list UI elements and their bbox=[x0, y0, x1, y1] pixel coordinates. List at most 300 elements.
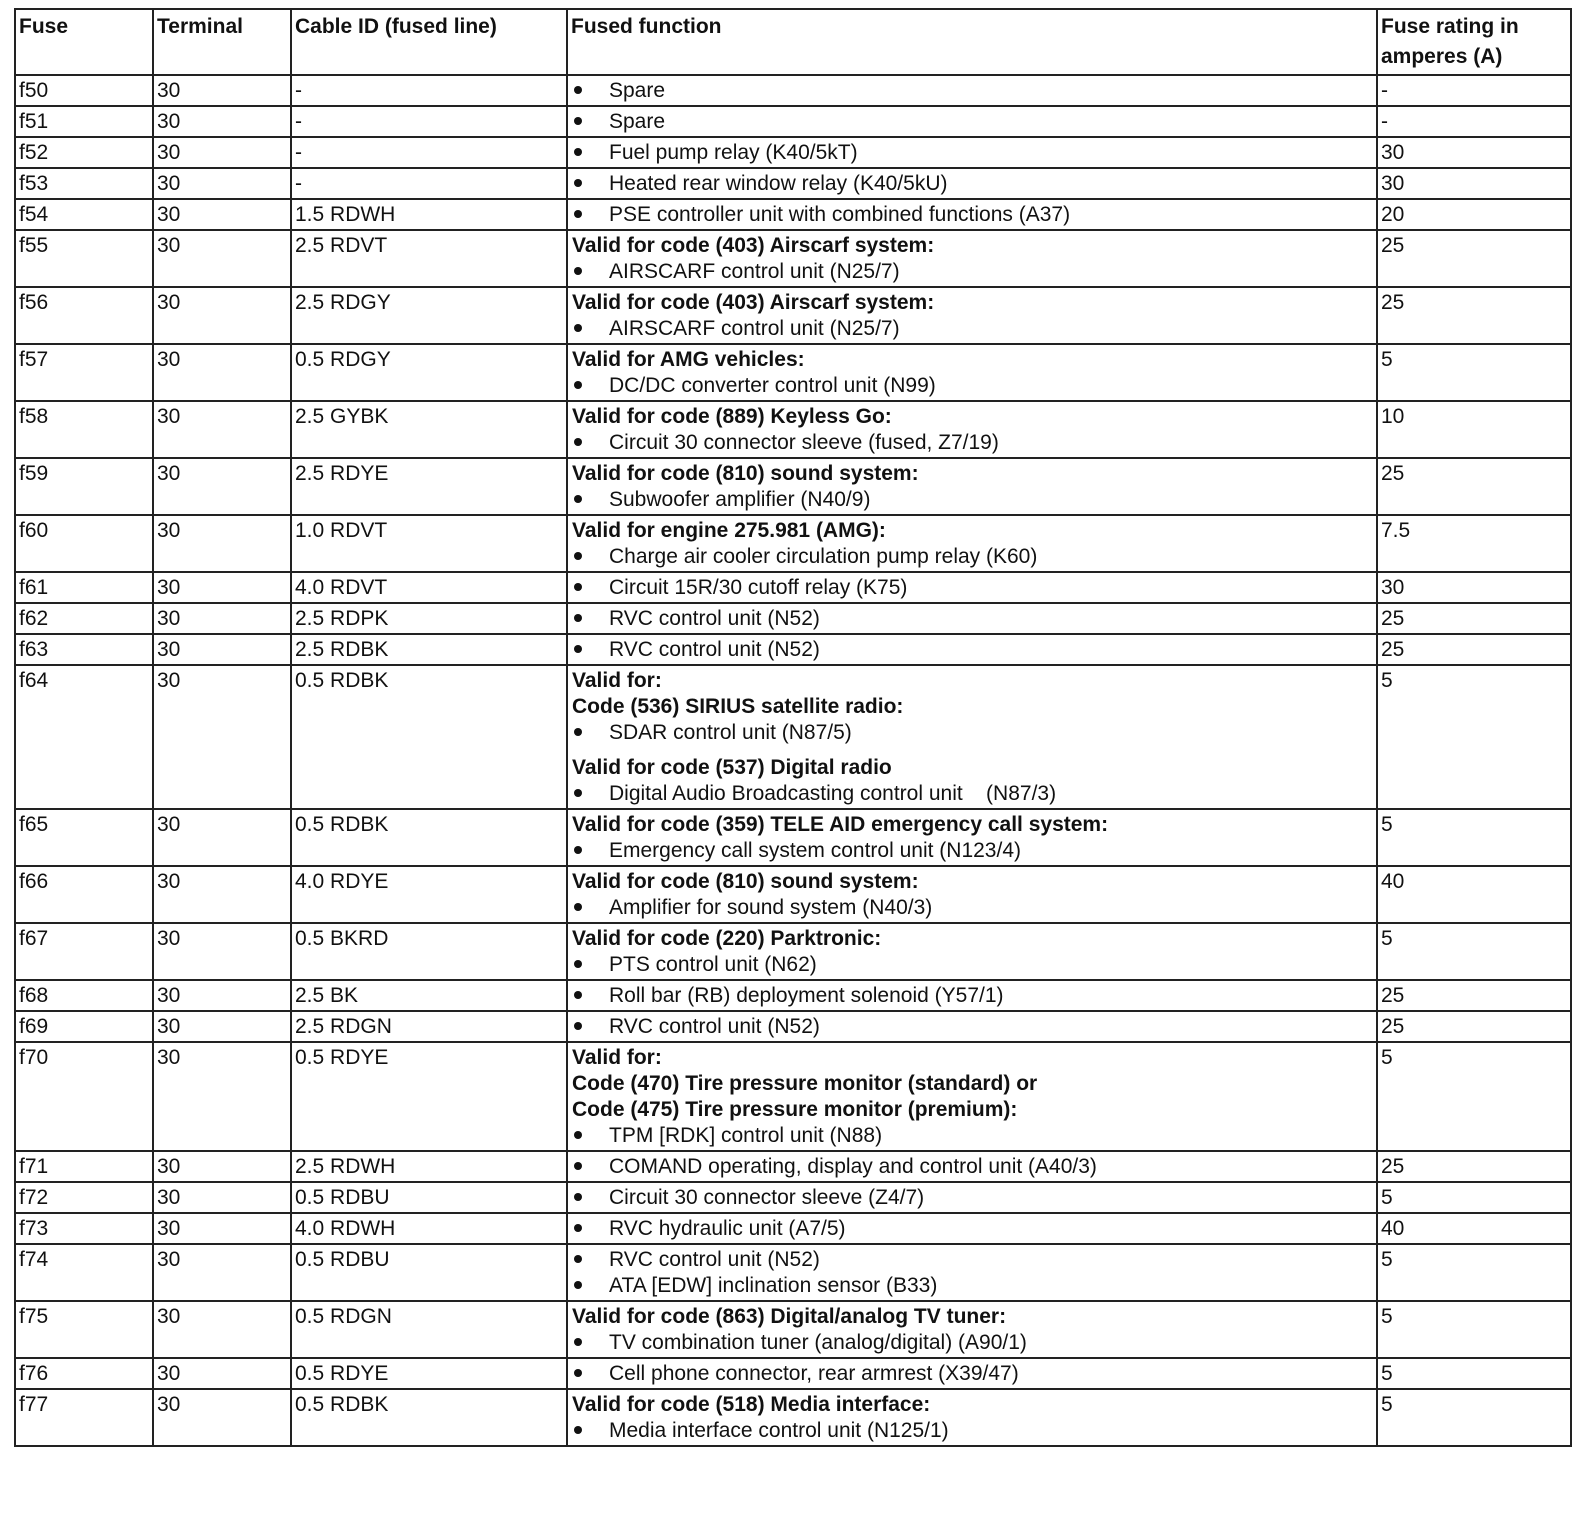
function-item-text: RVC hydraulic unit (A7/5) bbox=[609, 1217, 846, 1240]
fuse-cell: f58 bbox=[15, 401, 153, 458]
table-row bbox=[15, 1389, 1571, 1446]
fuse-cell: f59 bbox=[15, 458, 153, 515]
fuse-cell: f76 bbox=[15, 1358, 153, 1389]
fuse-cell: f68 bbox=[15, 980, 153, 1011]
table-row bbox=[15, 603, 1571, 634]
cable-id-cell: 0.5 RDBU bbox=[291, 1244, 567, 1301]
column-header-fuse: Fuse bbox=[15, 9, 153, 75]
table-row bbox=[15, 1213, 1571, 1244]
function-condition-heading bbox=[572, 668, 1373, 694]
fuse-cell: f57 bbox=[15, 344, 153, 401]
cable-id-cell: 2.5 RDGN bbox=[291, 1011, 567, 1042]
fuse-cell: f73 bbox=[15, 1213, 153, 1244]
bullet-icon bbox=[574, 728, 582, 736]
function-bullet-item bbox=[572, 259, 1373, 285]
terminal-cell: 30 bbox=[153, 1301, 291, 1358]
fused-function-cell bbox=[567, 1182, 1377, 1213]
table-row bbox=[15, 287, 1571, 344]
bullet-icon bbox=[574, 1426, 582, 1434]
function-bullet-item bbox=[572, 171, 1373, 197]
fuse-rating-cell: 20 bbox=[1377, 199, 1571, 230]
function-bullet-item bbox=[572, 720, 1373, 746]
bullet-icon bbox=[574, 960, 582, 968]
fuse-rating-cell: 25 bbox=[1377, 230, 1571, 287]
fused-function-cell bbox=[567, 1389, 1377, 1446]
function-item-text: TPM [RDK] control unit (N88) bbox=[609, 1124, 883, 1147]
fused-function-cell bbox=[567, 923, 1377, 980]
terminal-cell: 30 bbox=[153, 923, 291, 980]
function-item-text: Heated rear window relay (K40/5kU) bbox=[609, 172, 948, 195]
function-condition-text: Valid for engine 275.981 (AMG): bbox=[572, 519, 886, 542]
function-bullet-item bbox=[572, 838, 1373, 864]
function-item-text: RVC control unit (N52) bbox=[609, 1248, 820, 1271]
function-bullet-item bbox=[572, 1330, 1373, 1356]
table-row bbox=[15, 344, 1571, 401]
function-bullet-item bbox=[572, 430, 1373, 456]
function-condition-text: Valid for code (810) sound system: bbox=[572, 870, 919, 893]
table-row bbox=[15, 1182, 1571, 1213]
fuse-rating-cell: 30 bbox=[1377, 168, 1571, 199]
terminal-cell: 30 bbox=[153, 980, 291, 1011]
terminal-cell: 30 bbox=[153, 137, 291, 168]
table-row bbox=[15, 980, 1571, 1011]
fuse-rating-cell: 5 bbox=[1377, 1358, 1571, 1389]
table-row bbox=[15, 106, 1571, 137]
function-condition-heading bbox=[572, 518, 1373, 544]
bullet-icon bbox=[574, 324, 582, 332]
function-item-text: Spare bbox=[609, 110, 666, 133]
fused-function-cell bbox=[567, 106, 1377, 137]
function-condition-heading bbox=[572, 233, 1373, 259]
cable-id-cell: 2.5 RDWH bbox=[291, 1151, 567, 1182]
fused-function-cell bbox=[567, 230, 1377, 287]
fused-function-cell bbox=[567, 458, 1377, 515]
function-item-text: PSE controller unit with combined functions (A37) bbox=[609, 203, 1071, 226]
bullet-icon bbox=[574, 903, 582, 911]
function-item-text: Emergency call system control unit (N123/4) bbox=[609, 839, 1021, 862]
bullet-icon bbox=[574, 1131, 582, 1139]
function-item-text: COMAND operating, display and control unit (A40/3) bbox=[609, 1155, 1097, 1178]
function-item-text: PTS control unit (N62) bbox=[609, 953, 817, 976]
function-bullet-item bbox=[572, 575, 1373, 601]
function-item-text: Spare bbox=[609, 79, 666, 102]
terminal-cell: 30 bbox=[153, 1182, 291, 1213]
bullet-icon bbox=[574, 1338, 582, 1346]
function-bullet-item bbox=[572, 1273, 1373, 1299]
fuse-rating-cell: 5 bbox=[1377, 809, 1571, 866]
cable-id-cell: 2.5 RDYE bbox=[291, 458, 567, 515]
bullet-icon bbox=[574, 789, 582, 797]
fuse-rating-cell: 25 bbox=[1377, 1011, 1571, 1042]
function-bullet-item bbox=[572, 316, 1373, 342]
bullet-icon bbox=[574, 614, 582, 622]
function-bullet-item bbox=[572, 895, 1373, 921]
column-header-cable-id: Cable ID (fused line) bbox=[291, 9, 567, 75]
bullet-icon bbox=[574, 1224, 582, 1232]
function-item-text: ATA [EDW] inclination sensor (B33) bbox=[609, 1274, 938, 1297]
fuse-rating-cell: 25 bbox=[1377, 603, 1571, 634]
fuse-rating-cell: - bbox=[1377, 106, 1571, 137]
fuse-table bbox=[14, 8, 1572, 1447]
fuse-rating-cell: 25 bbox=[1377, 1151, 1571, 1182]
bullet-icon bbox=[574, 1369, 582, 1377]
function-item-text: Digital Audio Broadcasting control unit (N87/3) bbox=[609, 782, 1057, 805]
function-condition-text: Valid for code (537) Digital radio bbox=[572, 756, 892, 779]
function-item-text: Circuit 30 connector sleeve (Z4/7) bbox=[609, 1186, 925, 1209]
fused-function-cell bbox=[567, 866, 1377, 923]
fuse-cell: f56 bbox=[15, 287, 153, 344]
function-bullet-item bbox=[572, 202, 1373, 228]
table-row bbox=[15, 199, 1571, 230]
bullet-icon bbox=[574, 179, 582, 187]
function-condition-text: Valid for code (889) Keyless Go: bbox=[572, 405, 892, 428]
fuse-rating-cell: 25 bbox=[1377, 287, 1571, 344]
fuse-cell: f50 bbox=[15, 75, 153, 106]
fused-function-cell bbox=[567, 168, 1377, 199]
function-condition-text: Valid for: bbox=[572, 1046, 662, 1069]
fuse-table-container bbox=[14, 8, 1572, 1447]
function-bullet-item bbox=[572, 1361, 1373, 1387]
bullet-icon bbox=[574, 438, 582, 446]
table-row bbox=[15, 634, 1571, 665]
fuse-cell: f53 bbox=[15, 168, 153, 199]
fuse-cell: f62 bbox=[15, 603, 153, 634]
function-item-text: RVC control unit (N52) bbox=[609, 638, 820, 661]
bullet-icon bbox=[574, 1022, 582, 1030]
function-condition-heading bbox=[572, 869, 1373, 895]
table-row bbox=[15, 168, 1571, 199]
function-item-text: TV combination tuner (analog/digital) (A90/1) bbox=[609, 1331, 1027, 1354]
table-row bbox=[15, 923, 1571, 980]
terminal-cell: 30 bbox=[153, 401, 291, 458]
bullet-icon bbox=[574, 1193, 582, 1201]
function-item-text: RVC control unit (N52) bbox=[609, 607, 820, 630]
fused-function-cell bbox=[567, 75, 1377, 106]
table-row bbox=[15, 866, 1571, 923]
fuse-cell: f65 bbox=[15, 809, 153, 866]
table-row bbox=[15, 1151, 1571, 1182]
function-bullet-item bbox=[572, 544, 1373, 570]
fuse-rating-cell: 7.5 bbox=[1377, 515, 1571, 572]
fused-function-cell bbox=[567, 572, 1377, 603]
function-condition-heading bbox=[572, 812, 1373, 838]
cable-id-cell: 4.0 RDWH bbox=[291, 1213, 567, 1244]
bullet-icon bbox=[574, 86, 582, 94]
fuse-cell: f70 bbox=[15, 1042, 153, 1151]
bullet-icon bbox=[574, 117, 582, 125]
fuse-cell: f75 bbox=[15, 1301, 153, 1358]
function-condition-text: Code (470) Tire pressure monitor (standard) or bbox=[572, 1072, 1038, 1095]
function-bullet-item bbox=[572, 487, 1373, 513]
cable-id-cell: - bbox=[291, 168, 567, 199]
table-row bbox=[15, 665, 1571, 809]
function-condition-heading bbox=[572, 1045, 1373, 1071]
function-condition-heading bbox=[572, 926, 1373, 952]
cable-id-cell: - bbox=[291, 75, 567, 106]
function-bullet-item bbox=[572, 1185, 1373, 1211]
function-item-text: AIRSCARF control unit (N25/7) bbox=[609, 317, 900, 340]
terminal-cell: 30 bbox=[153, 287, 291, 344]
cable-id-cell: 4.0 RDVT bbox=[291, 572, 567, 603]
function-condition-heading bbox=[572, 404, 1373, 430]
fused-function-cell bbox=[567, 1042, 1377, 1151]
cable-id-cell: 0.5 RDYE bbox=[291, 1042, 567, 1151]
bullet-icon bbox=[574, 495, 582, 503]
table-row bbox=[15, 1244, 1571, 1301]
fused-function-cell bbox=[567, 287, 1377, 344]
terminal-cell: 30 bbox=[153, 199, 291, 230]
function-bullet-item bbox=[572, 1418, 1373, 1444]
function-condition-heading bbox=[572, 461, 1373, 487]
terminal-cell: 30 bbox=[153, 1042, 291, 1151]
fuse-cell: f55 bbox=[15, 230, 153, 287]
table-body bbox=[15, 75, 1571, 1446]
fuse-rating-cell: 5 bbox=[1377, 923, 1571, 980]
bullet-icon bbox=[574, 583, 582, 591]
table-row bbox=[15, 401, 1571, 458]
fuse-cell: f74 bbox=[15, 1244, 153, 1301]
cable-id-cell: 1.5 RDWH bbox=[291, 199, 567, 230]
function-bullet-item bbox=[572, 78, 1373, 104]
cable-id-cell: 0.5 RDYE bbox=[291, 1358, 567, 1389]
fuse-rating-cell: 5 bbox=[1377, 344, 1571, 401]
fused-function-cell bbox=[567, 344, 1377, 401]
fuse-cell: f69 bbox=[15, 1011, 153, 1042]
function-item-text: Charge air cooler circulation pump relay (K60) bbox=[609, 545, 1038, 568]
terminal-cell: 30 bbox=[153, 1011, 291, 1042]
fused-function-cell bbox=[567, 199, 1377, 230]
function-bullet-item bbox=[572, 781, 1373, 807]
cable-id-cell: - bbox=[291, 106, 567, 137]
table-row bbox=[15, 230, 1571, 287]
bullet-icon bbox=[574, 1281, 582, 1289]
fused-function-cell bbox=[567, 1151, 1377, 1182]
terminal-cell: 30 bbox=[153, 106, 291, 137]
function-condition-heading bbox=[572, 347, 1373, 373]
function-condition-text: Valid for: bbox=[572, 669, 662, 692]
fuse-rating-cell: 25 bbox=[1377, 980, 1571, 1011]
column-header-fuse-rating: Fuse rating in amperes (A) bbox=[1377, 9, 1571, 75]
cable-id-cell: 1.0 RDVT bbox=[291, 515, 567, 572]
table-row bbox=[15, 1301, 1571, 1358]
function-item-text: Amplifier for sound system (N40/3) bbox=[609, 896, 933, 919]
fuse-rating-cell: 40 bbox=[1377, 866, 1571, 923]
terminal-cell: 30 bbox=[153, 634, 291, 665]
fused-function-cell bbox=[567, 1301, 1377, 1358]
function-bullet-item bbox=[572, 637, 1373, 663]
fuse-cell: f51 bbox=[15, 106, 153, 137]
terminal-cell: 30 bbox=[153, 1213, 291, 1244]
terminal-cell: 30 bbox=[153, 515, 291, 572]
function-bullet-item bbox=[572, 1216, 1373, 1242]
cable-id-cell: 0.5 BKRD bbox=[291, 923, 567, 980]
cable-id-cell: 2.5 RDBK bbox=[291, 634, 567, 665]
fuse-rating-cell: 5 bbox=[1377, 1182, 1571, 1213]
table-row bbox=[15, 1011, 1571, 1042]
fused-function-cell bbox=[567, 665, 1377, 809]
fuse-cell: f54 bbox=[15, 199, 153, 230]
function-condition-text: Valid for code (403) Airscarf system: bbox=[572, 291, 935, 314]
terminal-cell: 30 bbox=[153, 665, 291, 809]
fuse-rating-cell: 40 bbox=[1377, 1213, 1571, 1244]
function-item-text: SDAR control unit (N87/5) bbox=[609, 721, 852, 744]
bullet-icon bbox=[574, 552, 582, 560]
fused-function-cell bbox=[567, 603, 1377, 634]
column-header-fused-function: Fused function bbox=[567, 9, 1377, 75]
function-item-text: Circuit 15R/30 cutoff relay (K75) bbox=[609, 576, 908, 599]
function-item-text: Roll bar (RB) deployment solenoid (Y57/1) bbox=[609, 984, 1004, 1007]
function-item-text: Subwoofer amplifier (N40/9) bbox=[609, 488, 871, 511]
fuse-rating-cell: 5 bbox=[1377, 1301, 1571, 1358]
bullet-icon bbox=[574, 267, 582, 275]
bullet-icon bbox=[574, 645, 582, 653]
terminal-cell: 30 bbox=[153, 344, 291, 401]
fuse-rating-cell: 10 bbox=[1377, 401, 1571, 458]
terminal-cell: 30 bbox=[153, 809, 291, 866]
function-bullet-item bbox=[572, 1154, 1373, 1180]
function-item-text: Fuel pump relay (K40/5kT) bbox=[609, 141, 858, 164]
function-condition-text: Valid for code (518) Media interface: bbox=[572, 1393, 931, 1416]
function-bullet-item bbox=[572, 109, 1373, 135]
column-header-terminal: Terminal bbox=[153, 9, 291, 75]
function-condition-heading bbox=[572, 290, 1373, 316]
fuse-rating-cell: - bbox=[1377, 75, 1571, 106]
function-item-text: RVC control unit (N52) bbox=[609, 1015, 820, 1038]
terminal-cell: 30 bbox=[153, 572, 291, 603]
bullet-icon bbox=[574, 991, 582, 999]
fuse-cell: f60 bbox=[15, 515, 153, 572]
terminal-cell: 30 bbox=[153, 603, 291, 634]
fuse-rating-cell: 5 bbox=[1377, 1042, 1571, 1151]
fuse-cell: f52 bbox=[15, 137, 153, 168]
cable-id-cell: 0.5 RDGY bbox=[291, 344, 567, 401]
table-row bbox=[15, 1042, 1571, 1151]
function-condition-heading bbox=[572, 1071, 1373, 1097]
fused-function-cell bbox=[567, 515, 1377, 572]
function-condition-heading bbox=[572, 1392, 1373, 1418]
function-condition-text: Valid for AMG vehicles: bbox=[572, 348, 805, 371]
function-condition-text: Valid for code (810) sound system: bbox=[572, 462, 919, 485]
fuse-cell: f71 bbox=[15, 1151, 153, 1182]
function-bullet-item bbox=[572, 373, 1373, 399]
fuse-rating-cell: 5 bbox=[1377, 665, 1571, 809]
fused-function-cell bbox=[567, 401, 1377, 458]
fuse-cell: f72 bbox=[15, 1182, 153, 1213]
fuse-cell: f67 bbox=[15, 923, 153, 980]
fuse-rating-cell: 25 bbox=[1377, 458, 1571, 515]
function-condition-heading bbox=[572, 694, 1373, 720]
bullet-icon bbox=[574, 1255, 582, 1263]
function-item-text: Circuit 30 connector sleeve (fused, Z7/19) bbox=[609, 431, 999, 454]
fuse-cell: f63 bbox=[15, 634, 153, 665]
function-condition-text: Valid for code (863) Digital/analog TV tuner: bbox=[572, 1305, 1007, 1328]
terminal-cell: 30 bbox=[153, 866, 291, 923]
function-condition-heading bbox=[572, 1304, 1373, 1330]
table-row bbox=[15, 75, 1571, 106]
fuse-rating-cell: 5 bbox=[1377, 1244, 1571, 1301]
table-row bbox=[15, 515, 1571, 572]
fused-function-cell bbox=[567, 1244, 1377, 1301]
cable-id-cell: 2.5 RDPK bbox=[291, 603, 567, 634]
terminal-cell: 30 bbox=[153, 1358, 291, 1389]
fuse-cell: f77 bbox=[15, 1389, 153, 1446]
cable-id-cell: 0.5 RDBK bbox=[291, 809, 567, 866]
bullet-icon bbox=[574, 1162, 582, 1170]
bullet-icon bbox=[574, 381, 582, 389]
cable-id-cell: 0.5 RDBU bbox=[291, 1182, 567, 1213]
bullet-icon bbox=[574, 210, 582, 218]
function-item-text: DC/DC converter control unit (N99) bbox=[609, 374, 936, 397]
function-bullet-item bbox=[572, 1123, 1373, 1149]
cable-id-cell: 0.5 RDBK bbox=[291, 1389, 567, 1446]
fuse-rating-cell: 30 bbox=[1377, 572, 1571, 603]
cable-id-cell: - bbox=[291, 137, 567, 168]
fuse-cell: f66 bbox=[15, 866, 153, 923]
function-item-text: Media interface control unit (N125/1) bbox=[609, 1419, 949, 1442]
bullet-icon bbox=[574, 846, 582, 854]
table-row bbox=[15, 1358, 1571, 1389]
cable-id-cell: 2.5 BK bbox=[291, 980, 567, 1011]
fused-function-cell bbox=[567, 634, 1377, 665]
function-item-text: Cell phone connector, rear armrest (X39/47) bbox=[609, 1362, 1019, 1385]
cable-id-cell: 2.5 RDGY bbox=[291, 287, 567, 344]
fused-function-cell bbox=[567, 1213, 1377, 1244]
function-bullet-item bbox=[572, 140, 1373, 166]
table-header-row bbox=[15, 9, 1571, 75]
cable-id-cell: 0.5 RDBK bbox=[291, 665, 567, 809]
function-condition-text: Valid for code (220) Parktronic: bbox=[572, 927, 882, 950]
function-bullet-item bbox=[572, 1247, 1373, 1273]
fused-function-cell bbox=[567, 1011, 1377, 1042]
function-item-text: AIRSCARF control unit (N25/7) bbox=[609, 260, 900, 283]
fuse-cell: f61 bbox=[15, 572, 153, 603]
function-condition-heading bbox=[572, 755, 1373, 781]
function-bullet-item bbox=[572, 983, 1373, 1009]
fused-function-cell bbox=[567, 809, 1377, 866]
function-condition-heading bbox=[572, 1097, 1373, 1123]
cable-id-cell: 2.5 GYBK bbox=[291, 401, 567, 458]
fused-function-cell bbox=[567, 1358, 1377, 1389]
function-bullet-item bbox=[572, 606, 1373, 632]
terminal-cell: 30 bbox=[153, 1389, 291, 1446]
function-condition-text: Valid for code (359) TELE AID emergency call system: bbox=[572, 813, 1109, 836]
fused-function-cell bbox=[567, 137, 1377, 168]
cable-id-cell: 4.0 RDYE bbox=[291, 866, 567, 923]
fuse-rating-cell: 25 bbox=[1377, 634, 1571, 665]
terminal-cell: 30 bbox=[153, 1244, 291, 1301]
terminal-cell: 30 bbox=[153, 1151, 291, 1182]
table-row bbox=[15, 137, 1571, 168]
function-condition-text: Code (475) Tire pressure monitor (premium): bbox=[572, 1098, 1018, 1121]
table-row bbox=[15, 809, 1571, 866]
cable-id-cell: 0.5 RDGN bbox=[291, 1301, 567, 1358]
terminal-cell: 30 bbox=[153, 168, 291, 199]
function-bullet-item bbox=[572, 1014, 1373, 1040]
fuse-rating-cell: 30 bbox=[1377, 137, 1571, 168]
fuse-rating-cell: 5 bbox=[1377, 1389, 1571, 1446]
terminal-cell: 30 bbox=[153, 458, 291, 515]
fuse-cell: f64 bbox=[15, 665, 153, 809]
fused-function-cell bbox=[567, 980, 1377, 1011]
function-condition-text: Valid for code (403) Airscarf system: bbox=[572, 234, 935, 257]
terminal-cell: 30 bbox=[153, 230, 291, 287]
table-row bbox=[15, 458, 1571, 515]
cable-id-cell: 2.5 RDVT bbox=[291, 230, 567, 287]
function-bullet-item bbox=[572, 952, 1373, 978]
bullet-icon bbox=[574, 148, 582, 156]
terminal-cell: 30 bbox=[153, 75, 291, 106]
table-row bbox=[15, 572, 1571, 603]
